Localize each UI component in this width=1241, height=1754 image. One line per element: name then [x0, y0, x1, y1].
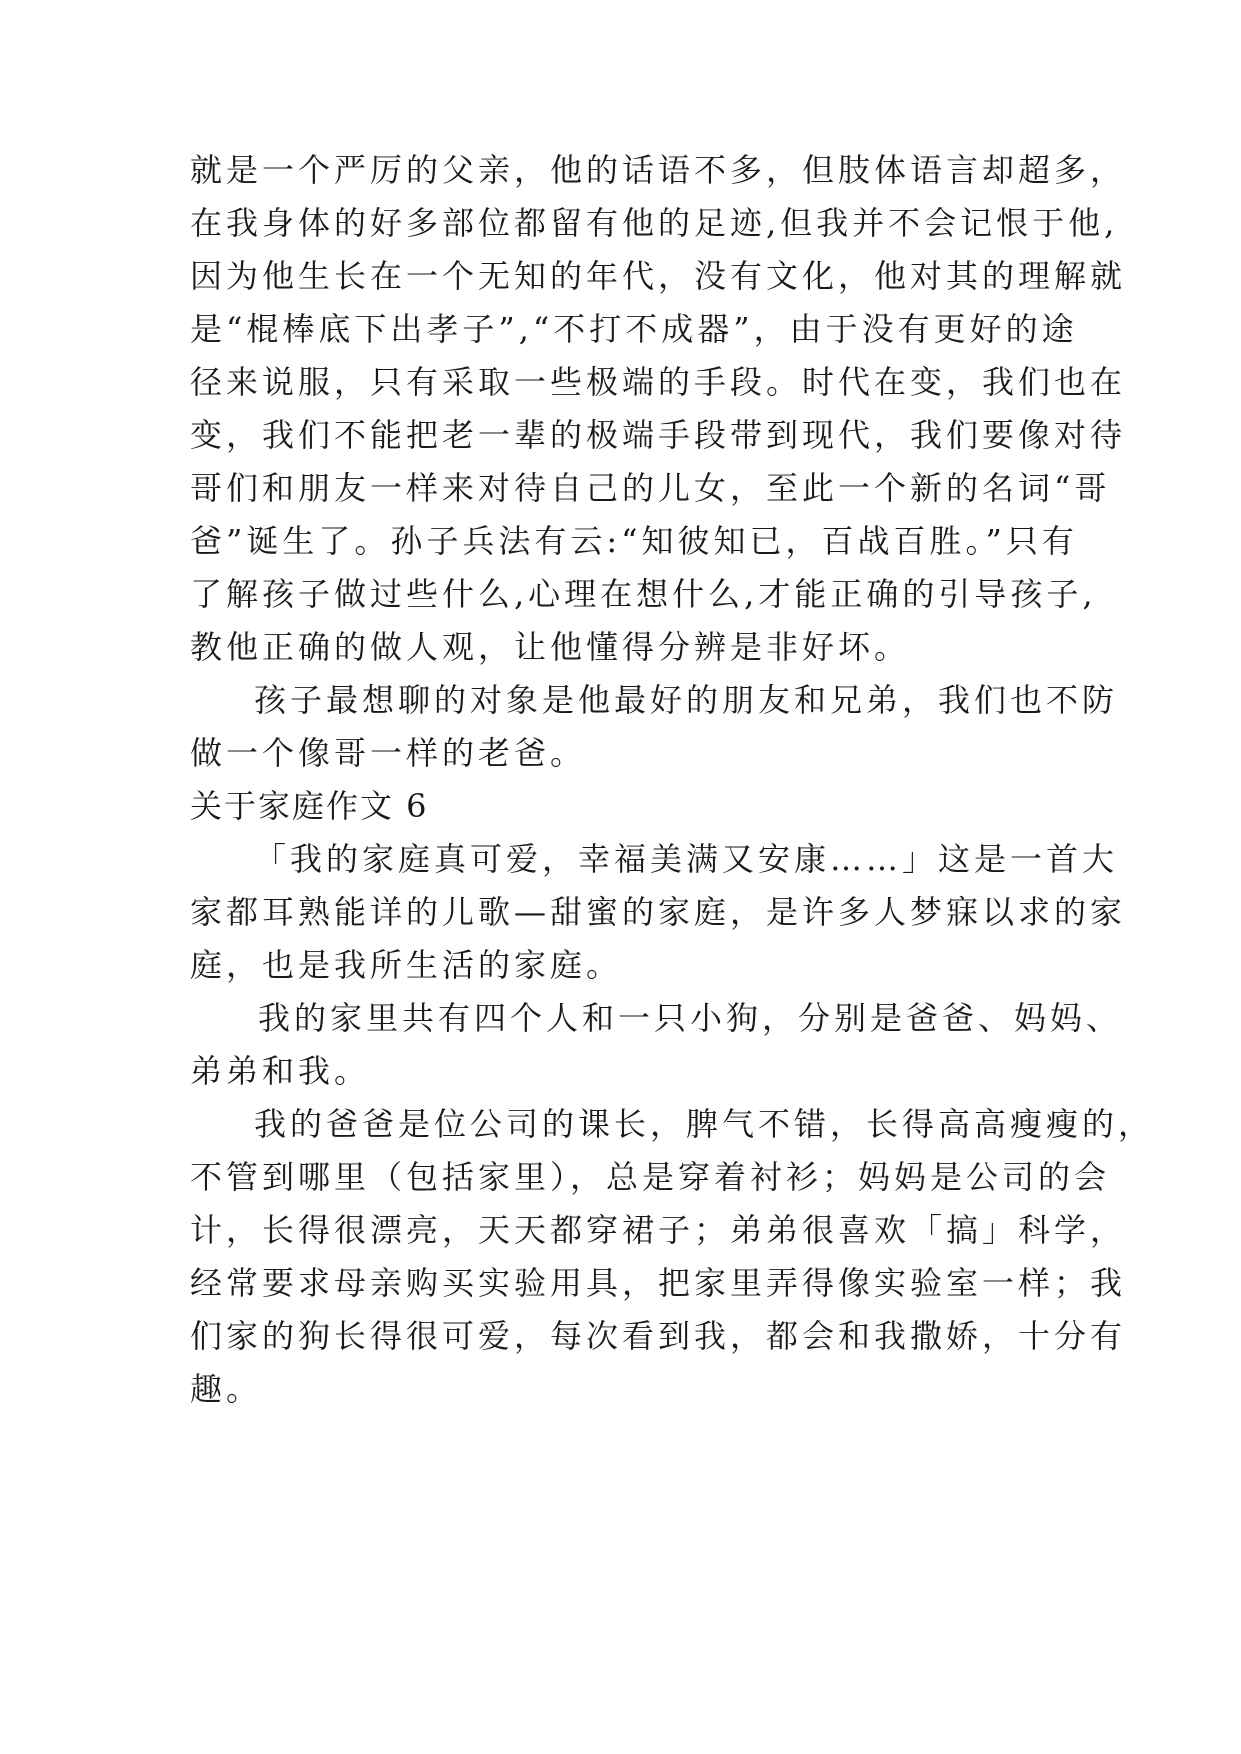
text-line: 径来说服，只有采取一些极端的手段。时代在变，我们也在: [190, 363, 1127, 401]
text-line: 弟弟和我。: [190, 1052, 371, 1090]
text-line: 家都耳熟能详的儿歌—甜蜜的家庭，是许多人梦寐以求的家: [190, 893, 1127, 931]
text-line: 了解孩子做过些什么,心理在想什么,才能正确的引导孩子,: [190, 575, 1097, 613]
text-line: 趣。: [190, 1370, 263, 1408]
text-line: 变，我们不能把老一辈的极端手段带到现代，我们要像对待: [190, 416, 1127, 454]
text-line: 教他正确的做人观，让他懂得分辨是非好坏。: [190, 628, 911, 666]
text-line: 们家的狗长得很可爱，每次看到我，都会和我撒娇，十分有: [190, 1317, 1127, 1355]
text-line: 就是一个严厉的父亲，他的话语不多，但肢体语言却超多，: [190, 151, 1127, 189]
paragraph-first-line: 「我的家庭真可爱，幸福美满又安康……」这是一首大: [254, 840, 1119, 878]
text-line: 不管到哪里（包括家里），总是穿着衬衫；妈妈是公司的会: [190, 1158, 1111, 1196]
text-line: 庭，也是我所生活的家庭。: [190, 946, 623, 984]
text-line: 在我身体的好多部位都留有他的足迹,但我并不会记恨于他,: [190, 204, 1119, 242]
text-line: 做一个像哥一样的老爸。: [190, 734, 587, 772]
text-line: 经常要求母亲购买实验用具，把家里弄得像实验室一样；我: [190, 1264, 1127, 1302]
text-line: 哥们和朋友一样来对待自己的儿女，至此一个新的名词“哥: [190, 469, 1111, 507]
paragraph-first-line: 孩子最想聊的对象是他最好的朋友和兄弟，我们也不防: [254, 681, 1119, 719]
text-line: 爸”诞生了。孙子兵法有云:“知彼知已，百战百胜。”只有: [190, 522, 1078, 560]
text-line: 计，长得很漂亮，天天都穿裙子；弟弟很喜欢「搞」科学，: [190, 1211, 1127, 1249]
section-heading: 关于家庭作文 6: [190, 787, 429, 825]
paragraph-first-line: 我的爸爸是位公司的课长，脾气不错，长得高高瘦瘦的，: [254, 1105, 1155, 1143]
paragraph-first-line: 我的家里共有四个人和一只小狗，分别是爸爸、妈妈、: [258, 999, 1123, 1037]
text-line: 因为他生长在一个无知的年代，没有文化，他对其的理解就: [190, 257, 1127, 295]
text-line: 是“棍棒底下出孝子”,“不打不成器”，由于没有更好的途: [190, 310, 1078, 348]
